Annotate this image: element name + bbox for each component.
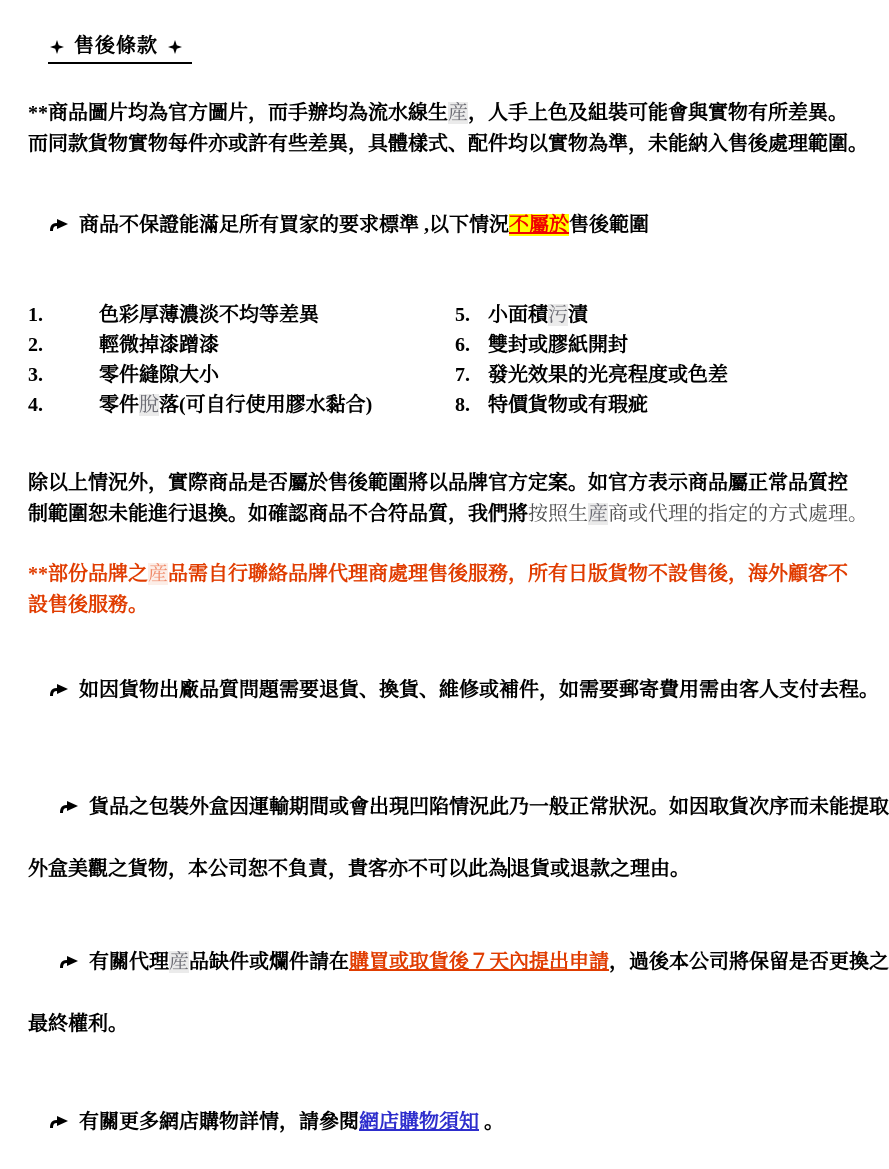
text-run: 如因貨物出廠品質問題需要退貨、換貨、維修或補件，如需要郵寄費用需由客人支付去程。 [79, 679, 879, 701]
brand-warning-line-1 [28, 559, 864, 590]
brand-warning-paragraph [28, 559, 864, 621]
text-run: 設售後服務。 [28, 594, 148, 616]
packaging-text [89, 796, 889, 818]
text-run: 特價貨物或有瑕疵 [488, 394, 648, 416]
more-info-statement [28, 1076, 864, 1169]
deadline-emphasis: 購買或取貨後７天內提出申請 [349, 951, 609, 973]
list-item-text [99, 300, 455, 330]
text-run: 商品不保證能滿足所有買家的要求標準 ,以下情況 [79, 214, 509, 236]
not-covered-statement [28, 179, 864, 272]
exclusion-row [28, 360, 864, 390]
list-number: 5. [455, 304, 470, 326]
list-number: 1. [28, 304, 43, 326]
text-run: 零件 [99, 394, 139, 416]
more-info-text [79, 1111, 504, 1133]
exclusion-row [28, 300, 864, 330]
text-run: 輕微掉漆蹭漆 [99, 334, 219, 356]
text-run: 商或代理的指定的方式處理。 [608, 503, 868, 525]
text-run: 零件縫隙大小 [99, 364, 219, 386]
text-run: **商品圖片均為官方圖片，而手辦均為流水線生 [28, 102, 448, 124]
list-number: 8. [455, 394, 470, 416]
official-decision-line-1 [28, 468, 864, 499]
list-number: 4. [28, 394, 43, 416]
text-run: 品缺件或爛件請在 [189, 951, 349, 973]
list-item-text [488, 390, 648, 420]
substituted-glyph: 脫 [139, 394, 159, 416]
list-item-text [99, 330, 455, 360]
title-underline [48, 32, 192, 64]
packaging-line-2 [28, 854, 864, 885]
text-run: 。 [479, 1111, 504, 1133]
defect-claim-line-2 [28, 1009, 864, 1040]
exclusion-list [28, 300, 864, 420]
defect-claim-text [89, 951, 889, 973]
text-run: 色彩厚薄濃淡不均等差異 [99, 304, 319, 326]
text-run: 按照生 [528, 503, 588, 525]
text-run: 除以上情況外，實際商品是否屬於售後範圍將以品牌官方定案。如官方表示商品屬正常品質控 [28, 472, 848, 494]
text-run: 品需自行聯絡品牌代理商處理售後服務，所有日版貨物不設售後，海外顧客不 [168, 563, 848, 585]
curved-arrow-icon [48, 217, 70, 232]
intro-paragraph [28, 98, 868, 160]
exclusion-row [28, 330, 864, 360]
text-run: 貨品之包裝外盒因運輸期間或會出現凹陷情況此乃一般正常狀況。如因取貨次序而未能提取 [89, 796, 889, 818]
shipping-fee-statement [28, 644, 879, 737]
curved-arrow-icon [58, 954, 80, 969]
defect-claim-paragraph [28, 916, 889, 1040]
list-number: 6. [455, 334, 470, 356]
curved-arrow-icon [58, 799, 80, 814]
official-decision-line-2 [28, 499, 868, 530]
list-number: 2. [28, 334, 43, 356]
packaging-paragraph [28, 761, 889, 885]
text-run: 外盒美觀之貨物，本公司恕不負責，貴客亦不可以此為 [28, 858, 508, 880]
list-number: 3. [28, 364, 43, 386]
text-run: 小面積 [488, 304, 548, 326]
text-run: 售後範圍 [569, 214, 649, 236]
list-number: 7. [455, 364, 470, 386]
substituted-glyph: 污 [548, 304, 568, 326]
list-item-text [488, 360, 728, 390]
intro-line-1 [28, 98, 864, 129]
text-run: 而同款貨物實物每件亦或許有些差異，具體樣式、配件均以實物為準，未能納入售後處理範圍。 [28, 133, 868, 155]
substituted-glyph: 産 [588, 503, 608, 525]
text-run: 發光效果的光亮程度或色差 [488, 364, 728, 386]
brand-warning-line-2 [28, 590, 864, 621]
list-item-text [488, 330, 628, 360]
text-run: 制範圍恕未能進行退換。如確認商品不合符品質，我們將 [28, 503, 528, 525]
text-run: ，過後本公司將保留是否更換之 [609, 951, 889, 973]
list-item-text [488, 300, 588, 330]
defect-claim-line-1 [28, 916, 889, 1009]
four-pointed-star-icon [50, 40, 64, 54]
text-run: 漬 [568, 304, 588, 326]
official-decision-paragraph [28, 468, 868, 530]
text-run: 有關更多網店購物詳情，請參閱 [79, 1111, 359, 1133]
intro-line-2 [28, 129, 868, 160]
title-text: 售後條款 [74, 35, 158, 57]
curved-arrow-icon [48, 682, 70, 697]
text-run: 落(可自行使用膠水黏合) [159, 394, 373, 416]
text-run: **部份品牌之 [28, 563, 148, 585]
substituted-glyph: 産 [148, 563, 168, 585]
shop-guide-link[interactable]: 網店購物須知 [359, 1111, 479, 1133]
text-run: 最終權利。 [28, 1013, 128, 1035]
shipping-fee-text [79, 679, 879, 701]
text-run: 雙封或膠紙開封 [488, 334, 628, 356]
not-covered-highlight: 不屬於 [509, 214, 569, 236]
substituted-glyph: 産 [169, 951, 189, 973]
substituted-glyph: 産 [448, 102, 468, 124]
text-run: ，人手上色及組裝可能會與實物有所差異。 [468, 102, 848, 124]
list-item-text [99, 390, 455, 420]
curved-arrow-icon [48, 1114, 70, 1129]
page-title [28, 5, 864, 91]
list-item-text [99, 360, 455, 390]
text-run: 退貨或退款之理由。 [510, 858, 690, 880]
four-pointed-star-icon [168, 40, 182, 54]
text-run: 有關代理 [89, 951, 169, 973]
exclusion-row [28, 390, 864, 420]
not-covered-text [79, 214, 649, 236]
packaging-line-1 [28, 761, 889, 854]
